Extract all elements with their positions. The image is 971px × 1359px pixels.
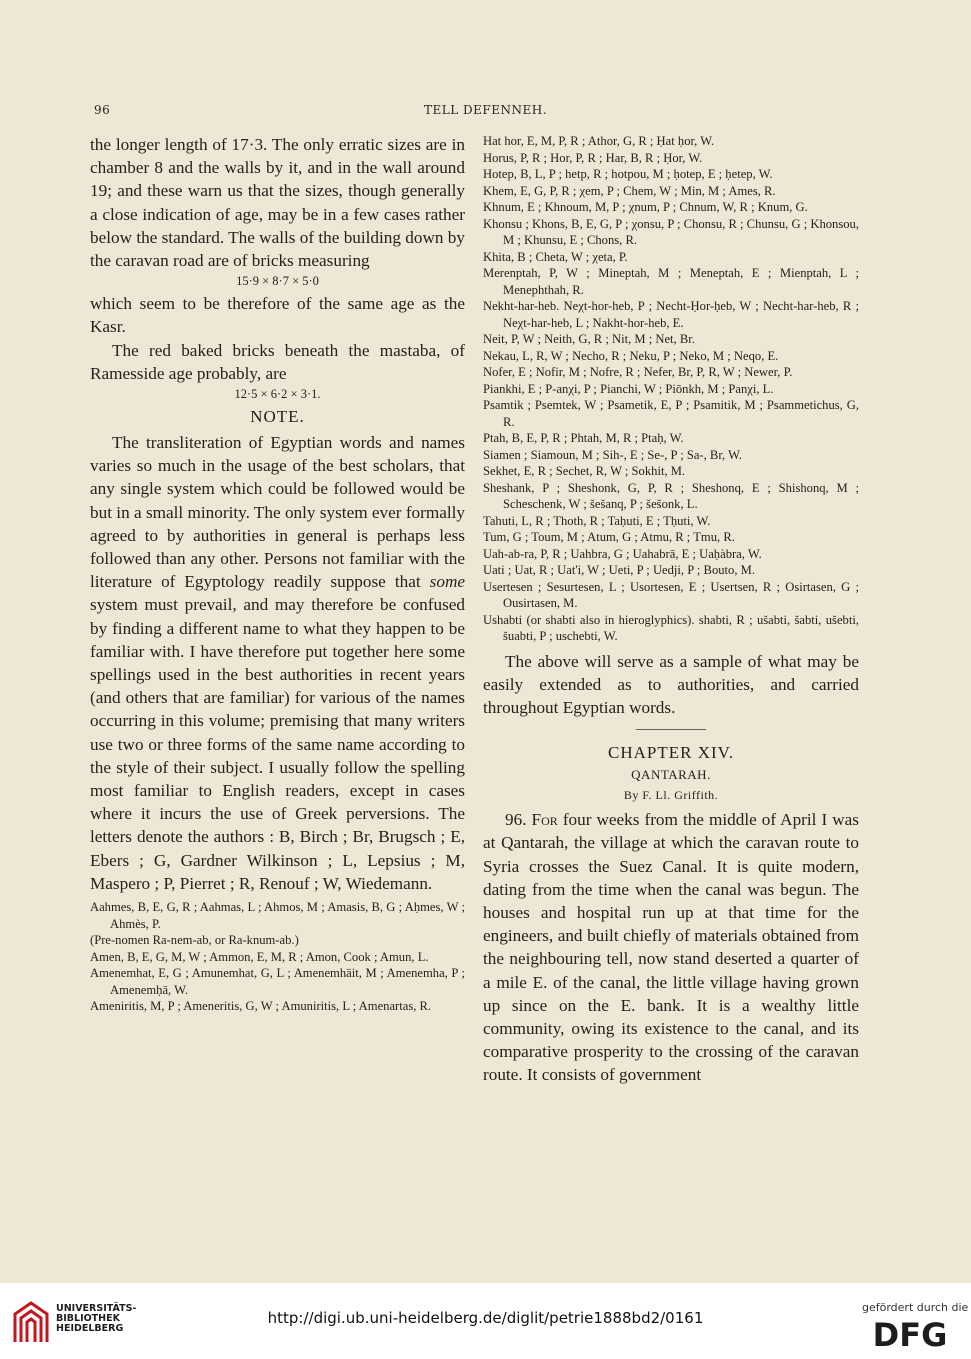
- name-entry: Nekht-har-heb. Neχt-hor-heb, P ; Necht-Ḥor-ḥeb, W ; Necht-har-heb, R ; Neχt-har-heb, L ; Nakht-hor-heb, E.: [483, 299, 859, 330]
- section-lead-word: For: [531, 810, 558, 830]
- paragraph: The red baked bricks beneath the mastaba, of Ramesside age probably, are: [90, 340, 465, 383]
- footer-bar: [0, 1283, 971, 1359]
- name-entry: Nekau, L, R, W ; Necho, R ; Neku, P ; Neko, M ; Neqo, E.: [483, 348, 779, 363]
- name-entry: Sekhet, E, R ; Sechet, R, W ; Sokhit, M.: [483, 464, 686, 478]
- name-entry: Amenemhat, E, G ; Amunemhat, G, L ; Amenemhäit, M ; Amenemha, P ; Amenemḥā, W.: [90, 966, 465, 997]
- name-entry: Amen, B, E, G, M, W ; Ammon, E, M, R ; Amon, Cook ; Amun, L.: [90, 949, 429, 964]
- note-text: The transliteration of Egyptian words and names varies so much in the usage of the best scholars, that any single system which could be followed would be but in a small minority. The only system ever formally agreed to by authorities in general is perhaps less followed than any other. Persons not familiar with the literature of Egyptology readily suppose that: [90, 433, 465, 592]
- note-paragraph: [90, 431, 465, 895]
- note-heading: NOTE.: [250, 407, 305, 427]
- funder-logo-text: DFG: [872, 1317, 948, 1351]
- library-name-line: UNIVERSITÄTS-: [56, 1303, 137, 1314]
- funder-caption: gefördert durch die: [862, 1301, 969, 1314]
- name-entry: Hotep, B, L, P ; hetp, R ; hotpou, M ; ḥotep, E ; ḥetep, W.: [483, 167, 773, 181]
- name-entry: Horus, P, R ; Hor, P, R ; Har, B, R ; Ḥor, W.: [483, 150, 703, 165]
- running-title: TELL DEFENNEH.: [423, 103, 548, 117]
- paragraph: the longer length of 17·3. The only erratic sizes are in chamber 8 and the walls by it, and in the wall around 19; and these warn us that the sizes, though generally a close indication of age, may be in a few cases rather below the standard. The walls of the building down by the caravan road are of bricks measuring: [90, 135, 465, 271]
- name-entry: Uati ; Uat, R ; Uat'i, W ; Ueti, P ; Uedji, P ; Bouto, M.: [483, 563, 755, 577]
- name-entry: Uah-ab-ra, P, R ; Uahbra, G ; Uahabrā, E ; Uaḥàbra, W.: [483, 546, 762, 561]
- name-entry: Khem, E, G, P, R ; χem, P ; Chem, W ; Min, M ; Ames, R.: [483, 183, 776, 198]
- name-entry: Tahuti, L, R ; Thoth, R ; Taḥuti, E ; Tḥuti, W.: [483, 513, 711, 528]
- name-entry: Neit, P, W ; Neith, G, R ; Nit, M ; Net, Br.: [483, 332, 695, 346]
- name-entry: Ameniritis, M, P ; Ameneritis, G, W ; Amuniritis, L ; Amenartas, R.: [90, 999, 432, 1014]
- name-entry: Siamen ; Siamoun, M ; Sih-, E ; Se-, P ; Sa-, Br, W.: [483, 447, 742, 462]
- chapter-title: CHAPTER XIV.: [608, 743, 734, 763]
- name-entry: Khonsu ; Khons, B, E, G, P ; χonsu, P ; Chonsu, R ; Chunsu, G ; Khonsou, M ; Khunsu, E ; Chons, R.: [483, 216, 859, 247]
- name-entry: Hat hor, E, M, P, R ; Athor, G, R ; Ḥat ḥor, W.: [483, 134, 715, 148]
- name-entry: Usertesen ; Sesurtesen, L ; Usortesen, E ; Usertsen, R ; Osirtasen, G ; Ousirtasen, M.: [483, 579, 859, 610]
- paragraph: which seem to be therefore of the same age as the Kasr.: [90, 294, 465, 337]
- chapter-paragraph: [483, 808, 859, 1086]
- name-entry: Nofer, E ; Nofir, M ; Nofre, R ; Nefer, Br, P, R, W ; Newer, P.: [483, 365, 793, 379]
- section-number: 96.: [505, 810, 527, 830]
- brick-dimensions: 12·5 × 6·2 × 3·1.: [234, 387, 321, 402]
- name-entry: Piankhi, E ; P-anχi, P ; Pianchi, W ; Piōnkh, M ; Panχi, L.: [483, 381, 774, 396]
- chapter-subtitle: QANTARAH.: [631, 767, 711, 783]
- name-entry: Aahmes, B, E, G, R ; Aahmas, L ; Ahmos, M ; Amasis, B, G ; Aḥmes, W ; Ahmès, P.: [90, 900, 465, 931]
- library-name-line: BIBLIOTHEK: [56, 1313, 120, 1324]
- permalink-url[interactable]: http://digi.ub.uni-heidelberg.de/diglit/petrie1888bd2/0161: [267, 1309, 704, 1327]
- library-name-line: HEIDELBERG: [56, 1323, 124, 1334]
- paragraph: The above will serve as a sample of what may be easily extended as to authorities, and carried throughout Egyptian words.: [483, 651, 859, 717]
- name-entry: Khita, B ; Cheta, W ; χeta, P.: [483, 249, 628, 264]
- name-entry: Ptah, B, E, P, R ; Phtah, M, R ; Ptaḥ, W.: [483, 431, 684, 445]
- name-entry: Merenptah, P, W ; Mineptah, M ; Meneptah, E ; Mienptah, L ; Menephthah, R.: [483, 266, 859, 297]
- right-column: [483, 133, 859, 1087]
- section-text: four weeks from the middle of April I was at Qantarah, the village at which the caravan route to Syria crosses the Suez Canal. It is quite modern, dating from the time when the canal was begun. The houses and hospital run up at that time for the engineers, and built chiefly of materials obtained from the neighbouring tell, now stand deserted a quarter of a mile E. of the canal, the little village having grown up since on the E. bank. It is a wealthy little community, owing its existence to the canal, and its comparative prosperity to the crossing of the caravan route. It consists of government: [483, 810, 859, 1085]
- left-column: [90, 133, 465, 1015]
- name-entry: Sheshank, P ; Sheshonk, G, P, R ; Sheshonq, E ; Shishonq, M ; Scheschenk, W ; šešanq, P ; šešonk, L.: [483, 480, 859, 511]
- name-entry: Psamtik ; Psemtek, W ; Psametik, E, P ; Psamitik, M ; Psammetichus, G, R.: [483, 398, 859, 429]
- brick-dimensions: 15·9 × 8·7 × 5·0: [236, 274, 319, 289]
- name-entry: (Pre-nomen Ra-nem-ab, or Ra-knum-ab.): [90, 933, 299, 948]
- section-divider: [636, 729, 706, 730]
- note-emphasis: some: [429, 572, 465, 592]
- page-number: 96: [94, 103, 111, 117]
- name-entry: Tum, G ; Toum, M ; Atum, G ; Atmu, R ; Tmu, R.: [483, 530, 735, 544]
- chapter-author: By F. Ll. Griffith.: [623, 788, 719, 803]
- name-entry: Ushabti (or shabti also in hieroglyphics). shabti, R ; ušabti, šabti, ušebti, šuabti, P ; uschebti, W.: [483, 612, 859, 643]
- name-entry: Khnum, E ; Khnoum, M, P ; χnum, P ; Chnum, W, R ; Knum, G.: [483, 200, 808, 214]
- note-text: system must prevail, and may therefore be confused by finding a different name to what they happen to be familiar with. I have therefore put together here some spellings used in the best authorities in recent years (and others that are familiar) for various of the names occurring in this volume; premising that many writers use two or three forms of the same name according to the style of their subject. I usually follow the spelling most familiar to English readers, except in cases where it incurs the use of Greek perversions. The letters denote the authors : B, Birch ; Br, Brugsch ; E, Ebers ; G, Gardner Wilkinson ; L, Lepsius ; M, Maspero ; P, Pierret ; R, Renouf ; W, Wiedemann.: [90, 595, 465, 893]
- dfg-logo-icon[interactable]: [860, 1317, 960, 1351]
